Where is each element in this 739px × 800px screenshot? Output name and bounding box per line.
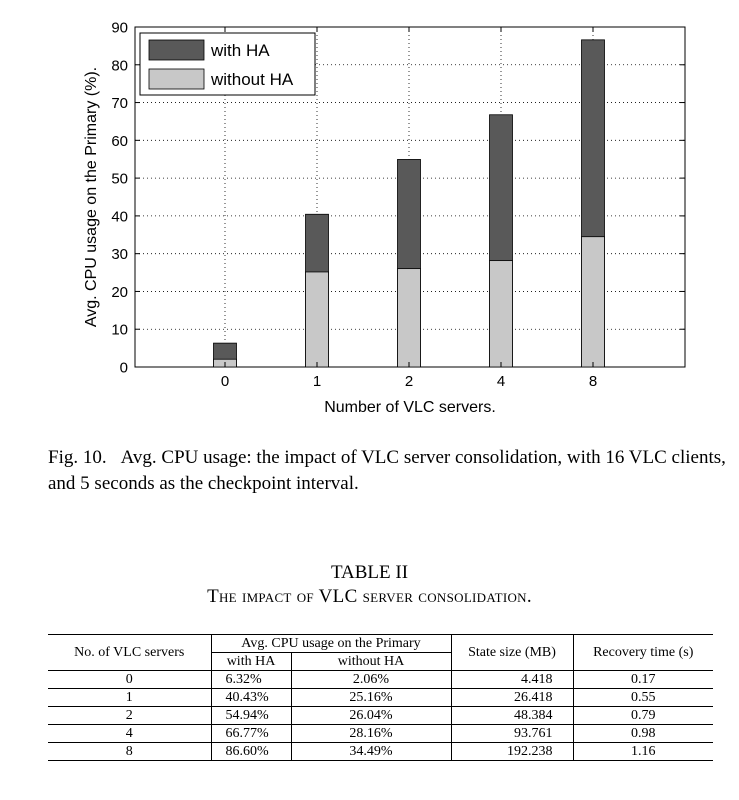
cell-recovery-time: 0.79 bbox=[573, 707, 713, 725]
header-recovery-time: Recovery time (s) bbox=[573, 635, 713, 671]
legend-swatch-without-ha bbox=[149, 69, 204, 89]
legend-swatch-with-ha bbox=[149, 40, 204, 60]
x-tick-label: 1 bbox=[312, 373, 322, 390]
cell-recovery-time: 0.17 bbox=[573, 671, 713, 689]
table-row bbox=[48, 725, 713, 743]
cell-with-ha: 54.94% bbox=[211, 707, 291, 725]
table-row bbox=[48, 671, 713, 689]
cell-with-ha: 86.60% bbox=[211, 743, 291, 761]
figure-label: Fig. 10. bbox=[48, 447, 107, 468]
bar-without-ha-8 bbox=[582, 237, 605, 367]
table-row bbox=[48, 689, 713, 707]
y-tick-label: 70 bbox=[111, 95, 128, 113]
x-tick-label: 8 bbox=[588, 373, 598, 390]
y-tick-label: 60 bbox=[111, 132, 128, 150]
cell-without-ha: 2.06% bbox=[291, 671, 451, 689]
cell-servers: 2 bbox=[48, 707, 211, 725]
legend-label-with-ha: with HA bbox=[211, 41, 270, 60]
cell-without-ha: 25.16% bbox=[291, 689, 451, 707]
y-tick-label: 0 bbox=[119, 359, 128, 377]
cell-without-ha: 28.16% bbox=[291, 725, 451, 743]
cell-without-ha: 26.04% bbox=[291, 707, 451, 725]
header-without-ha: without HA bbox=[291, 653, 451, 671]
cell-with-ha: 6.32% bbox=[211, 671, 291, 689]
cell-with-ha: 40.43% bbox=[211, 689, 291, 707]
cell-without-ha: 34.49% bbox=[291, 743, 451, 761]
y-tick-label: 90 bbox=[111, 19, 128, 37]
cell-recovery-time: 0.98 bbox=[573, 725, 713, 743]
cell-with-ha: 66.77% bbox=[211, 725, 291, 743]
cell-servers: 1 bbox=[48, 689, 211, 707]
header-no-vlc-servers: No. of VLC servers bbox=[48, 635, 211, 671]
cell-servers: 8 bbox=[48, 743, 211, 761]
cell-state-size: 4.418 bbox=[451, 671, 573, 689]
header-avg-cpu-group: Avg. CPU usage on the Primary bbox=[211, 635, 451, 653]
table-title: TABLE II bbox=[330, 562, 409, 583]
bar-without-ha-4 bbox=[490, 261, 513, 367]
y-tick-label: 80 bbox=[111, 57, 128, 75]
x-tick-label: 2 bbox=[404, 373, 414, 390]
legend bbox=[140, 33, 315, 95]
cell-state-size: 192.238 bbox=[451, 743, 573, 761]
bar-without-ha-1 bbox=[306, 272, 329, 367]
table-row bbox=[48, 743, 713, 761]
cell-recovery-time: 0.55 bbox=[573, 689, 713, 707]
figure-caption bbox=[48, 445, 728, 497]
bar-without-ha-2 bbox=[398, 269, 421, 367]
header-with-ha: with HA bbox=[211, 653, 291, 671]
legend-label-without-ha: without HA bbox=[211, 70, 294, 89]
y-tick-label: 40 bbox=[111, 208, 128, 226]
results-table bbox=[48, 634, 713, 761]
table-row bbox=[48, 707, 713, 725]
header-state-size: State size (MB) bbox=[451, 635, 573, 671]
x-tick-label: 4 bbox=[496, 373, 506, 390]
y-tick-label: 20 bbox=[111, 283, 128, 301]
cell-state-size: 93.761 bbox=[451, 725, 573, 743]
cell-servers: 4 bbox=[48, 725, 211, 743]
y-axis-label: Avg. CPU usage on the Primary (%). bbox=[83, 66, 100, 328]
figure-caption-text: Avg. CPU usage: the impact of VLC server consolidation, with 16 VLC clients, and 5 seconds as the checkpoint interval. bbox=[48, 447, 726, 494]
cell-state-size: 48.384 bbox=[451, 707, 573, 725]
x-axis-label: Number of VLC servers. bbox=[324, 399, 496, 416]
y-tick-label: 30 bbox=[111, 246, 128, 264]
cell-recovery-time: 1.16 bbox=[573, 743, 713, 761]
cell-state-size: 26.418 bbox=[451, 689, 573, 707]
x-tick-label: 0 bbox=[220, 373, 230, 390]
y-tick-label: 50 bbox=[111, 170, 128, 188]
y-tick-label: 10 bbox=[111, 321, 128, 339]
table-subtitle: The impact of VLC server consolidation. bbox=[207, 586, 532, 607]
cell-servers: 0 bbox=[48, 671, 211, 689]
